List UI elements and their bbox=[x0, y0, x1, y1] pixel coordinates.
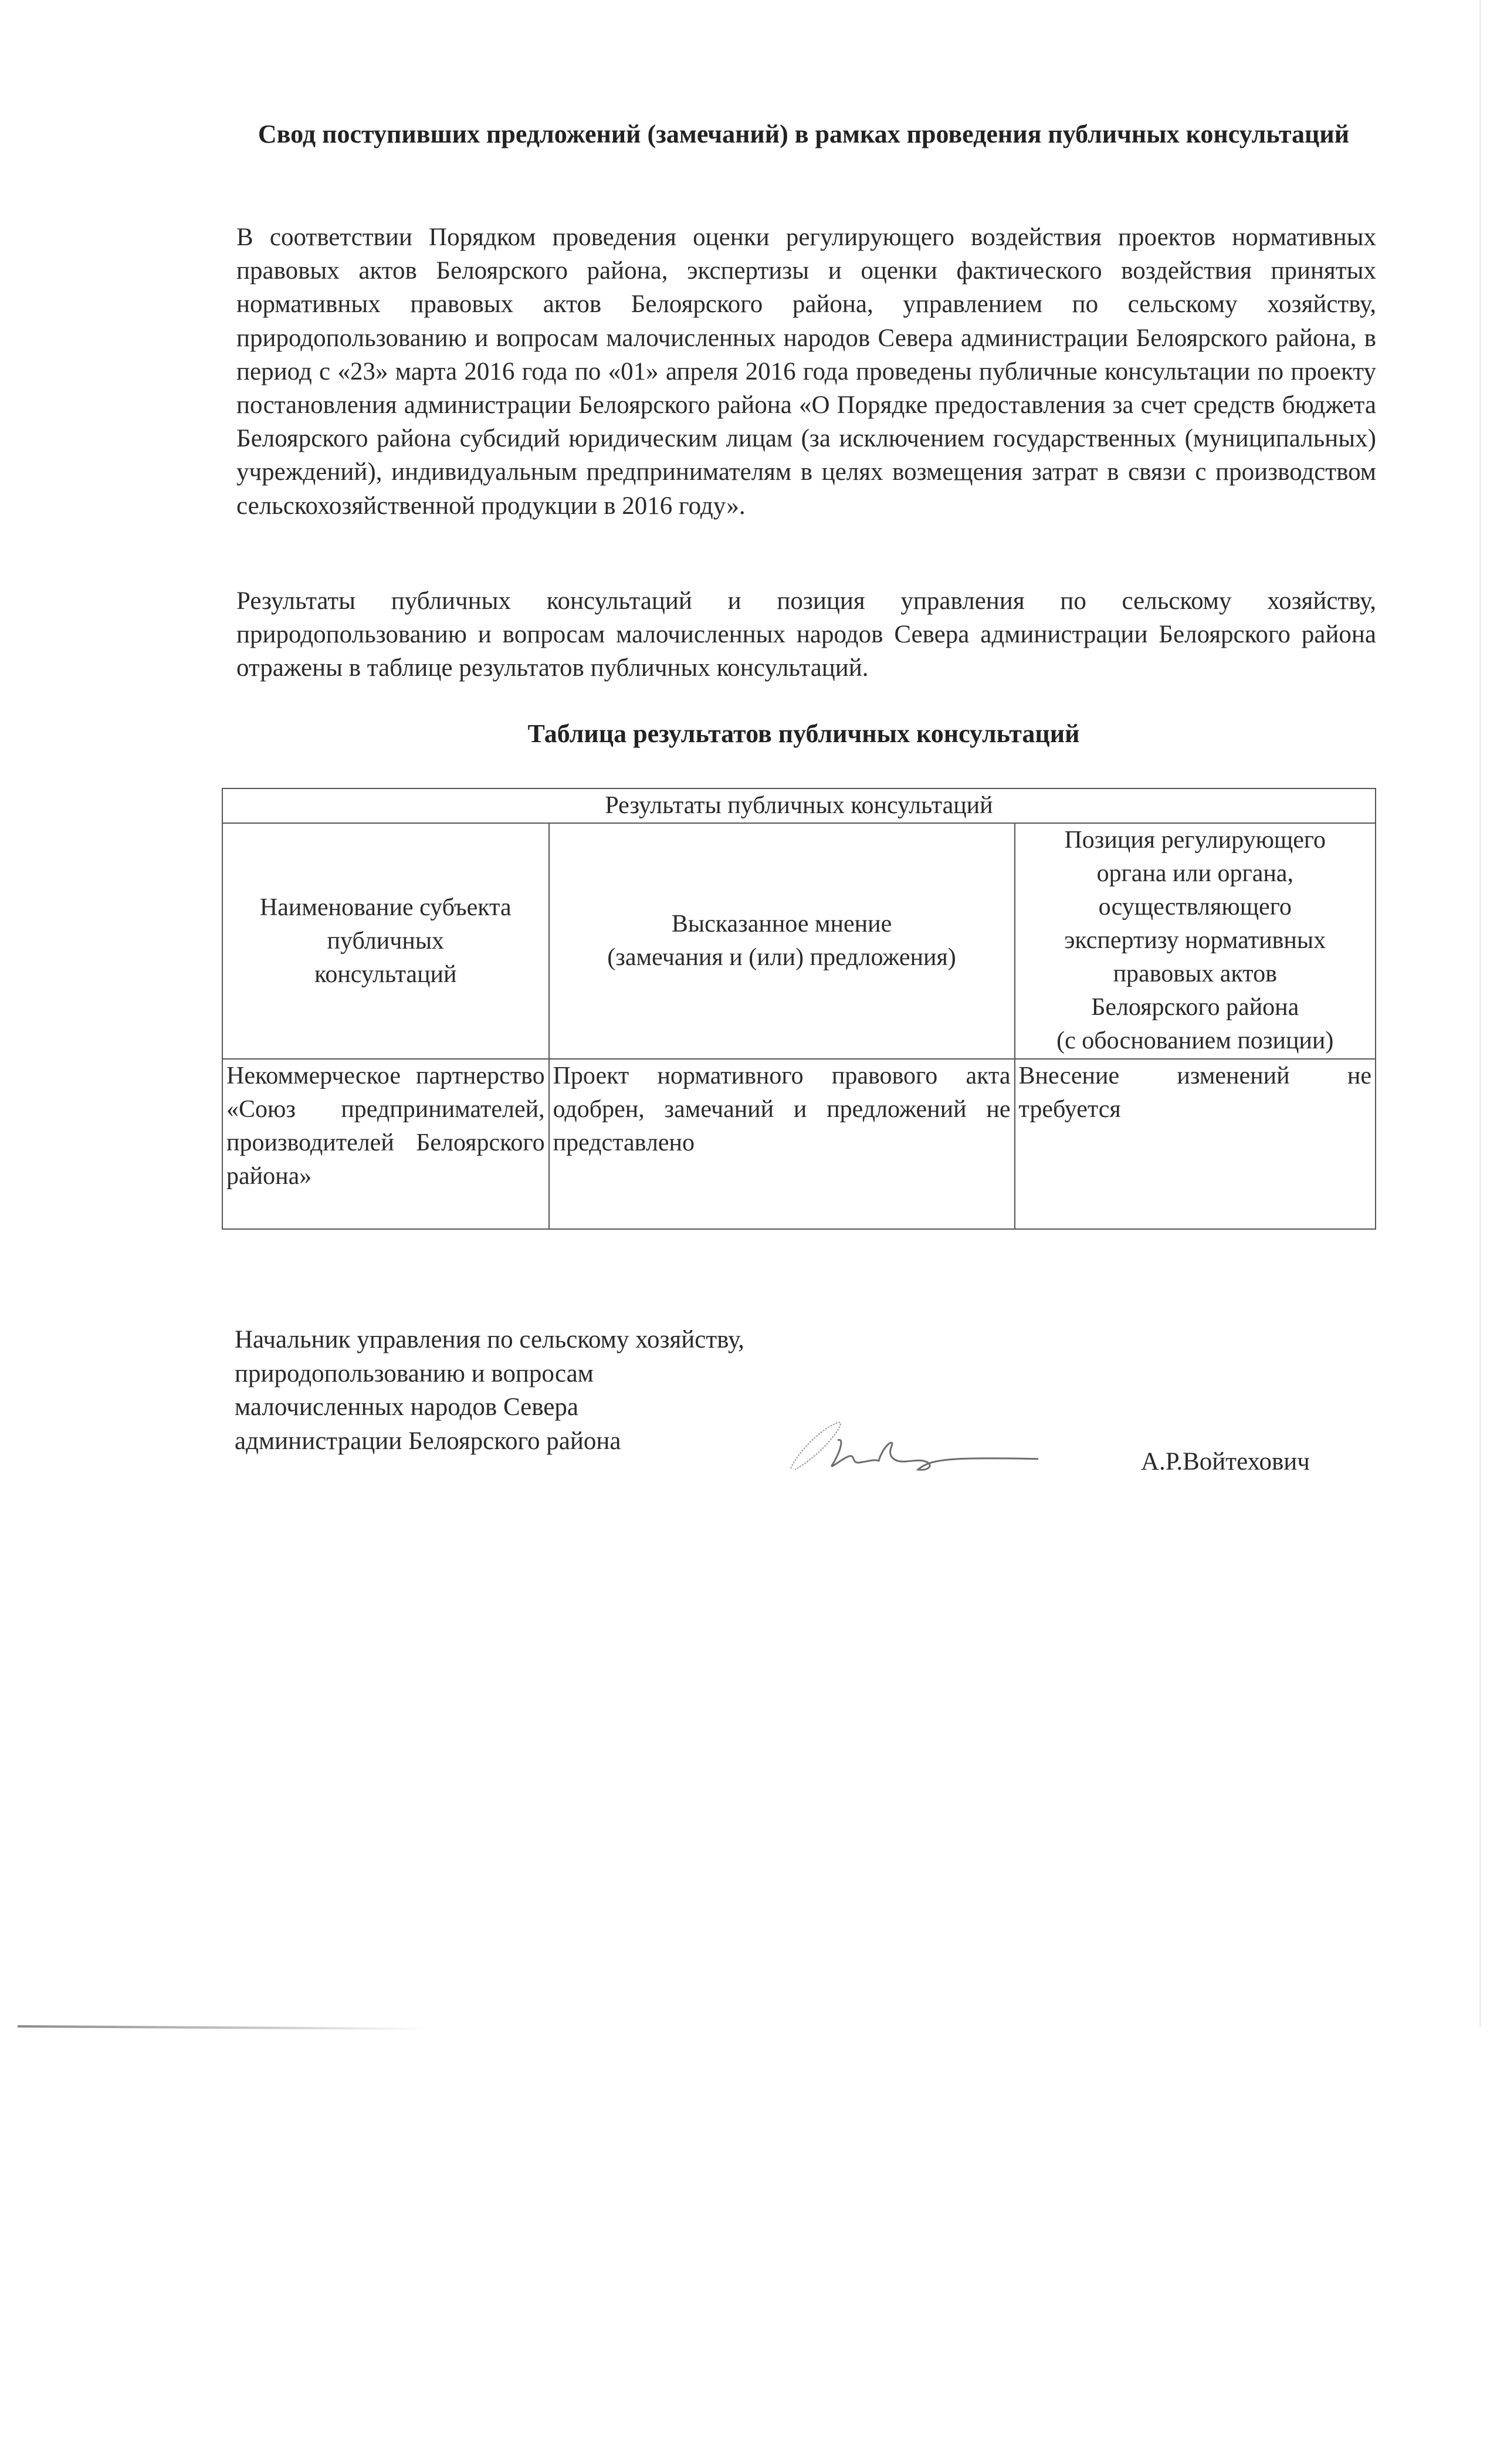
results-paragraph: Результаты публичных консультаций и позиция управления по сельскому хозяйству, природопользованию и вопросам малочисленных народов Севера администрации Белоярского района отражены в таблице результатов публичных консультаций. bbox=[236, 587, 1376, 682]
table-row bbox=[222, 1059, 1376, 1229]
signatory-title: Начальник управления по сельскому хозяйству, природопользованию и вопросам малочисленных народов Севера администрации Белоярского района bbox=[235, 1326, 744, 1455]
table-title: Таблица результатов публичных консультаций bbox=[527, 719, 1080, 748]
cell-opinion: Проект нормативного правового акта одобрен, замечаний и предложений не представлено bbox=[549, 1059, 1015, 1229]
document-title: Свод поступивших предложений (замечаний) в рамках проведения публичных консультаций bbox=[258, 120, 1350, 148]
table-header-row bbox=[222, 823, 1376, 1059]
header-subject: Наименование субъекта публичных консультаций bbox=[222, 823, 549, 1059]
header-position: Позиция регулирующего органа или органа, осуществляющего экспертизу нормативных правовых актов Белоярского района (с обоснованием позиции) bbox=[1015, 823, 1376, 1059]
cell-subject: Некоммерческое партнерство «Союз предпринимателей, производителей Белоярского района» bbox=[222, 1059, 549, 1229]
header-opinion: Высказанное мнение (замечания и (или) предложения) bbox=[549, 823, 1015, 1059]
table-caption-row bbox=[222, 788, 1376, 823]
scan-page-edge-bottom bbox=[18, 2025, 428, 2030]
intro-paragraph: В соответствии Порядком проведения оценки регулирующего воздействия проектов нормативных правовых актов Белоярского района, экспертизы и оценки фактического воздействия принятых нормативных правовых актов Белоярского района, управлением по сельскому хозяйству, природопользованию и вопросам малочисленных народов Севера администрации Белоярского района, в период с «23» марта 2016 года по «01» апреля 2016 года проведены публичные консультации по проекту постановления администрации Белоярского района «О Порядке предоставления за счет средств бюджета Белоярского района субсидий юридическим лицам (за исключением государственных (муниципальных) учреждений), индивидуальным предпринимателям в целях возмещения затрат в связи с производством сельскохозяйственной продукции в 2016 году». bbox=[236, 224, 1376, 520]
results-table bbox=[222, 788, 1376, 1230]
cell-position: Внесение изменений не требуется bbox=[1015, 1059, 1376, 1229]
signatory-name: А.Р.Войтехович bbox=[1141, 1448, 1310, 1475]
scan-page-edge-right bbox=[1479, 0, 1481, 2027]
table-caption: Результаты публичных консультаций bbox=[222, 788, 1376, 823]
signature-icon bbox=[774, 1405, 1038, 1475]
